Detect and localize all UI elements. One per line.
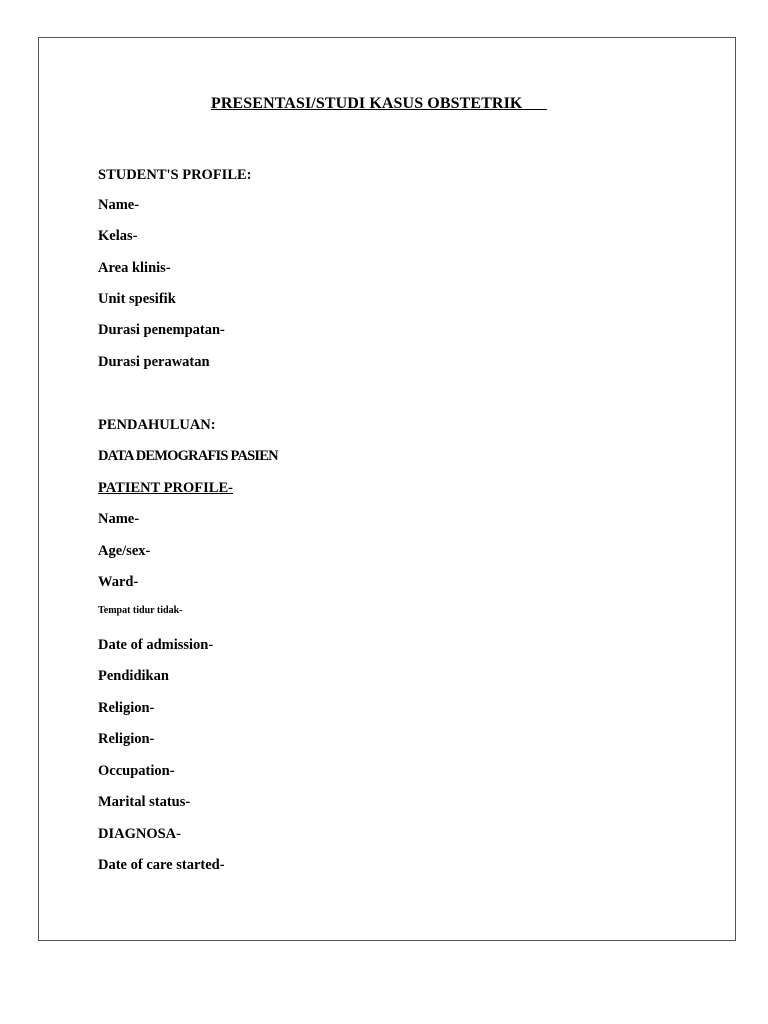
document-title: PRESENTASI/STUDI KASUS OBSTETRIK — [211, 95, 548, 112]
placement-duration-label: Durasi penempatan- — [98, 322, 225, 338]
diagnosis-label: DIAGNOSA- — [98, 826, 181, 842]
age-sex-label: Age/sex- — [98, 543, 151, 559]
clinical-area-label: Area klinis- — [98, 260, 171, 276]
student-name-label: Name- — [98, 197, 140, 213]
specific-unit-label: Unit spesifik — [98, 291, 176, 307]
marital-status-label: Marital status- — [98, 794, 191, 810]
patient-profile-heading: PATIENT PROFILE- — [98, 480, 233, 496]
care-duration-label: Durasi perawatan — [98, 354, 210, 370]
religion-label: Religion- — [98, 700, 155, 716]
occupation-label: Occupation- — [98, 763, 175, 779]
patient-demographics-heading: DATA DEMOGRAFIS PASIEN — [98, 448, 278, 464]
admission-date-label: Date of admission- — [98, 637, 214, 653]
introduction-heading: PENDAHULUAN: — [98, 417, 216, 433]
student-class-label: Kelas- — [98, 228, 138, 244]
patient-name-label: Name- — [98, 511, 140, 527]
care-start-date-label: Date of care started- — [98, 857, 225, 873]
ward-label: Ward- — [98, 574, 139, 590]
student-profile-heading: STUDENT'S PROFILE: — [98, 167, 252, 183]
education-label: Pendidikan — [98, 668, 169, 684]
religion-label-duplicate: Religion- — [98, 731, 155, 747]
bed-number-label: Tempat tidur tidak- — [98, 605, 183, 616]
